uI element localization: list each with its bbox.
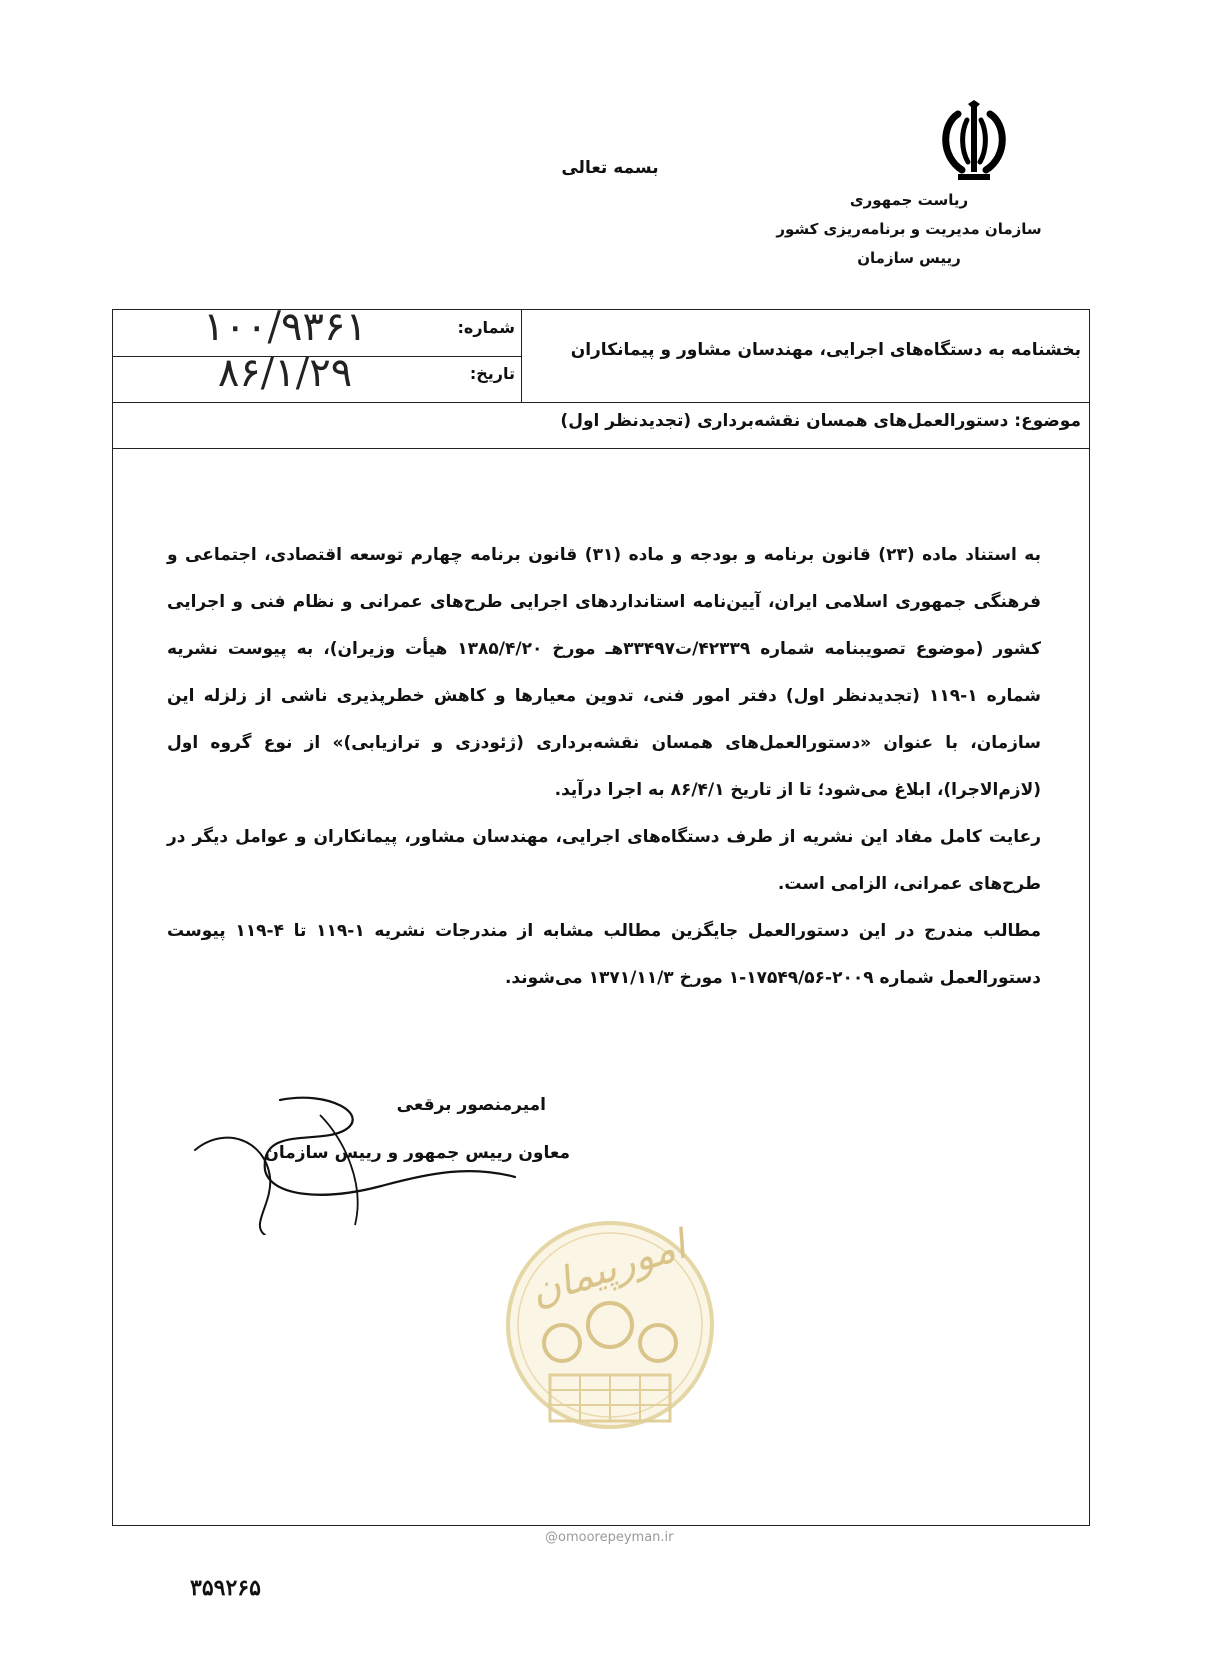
signatory-title: معاون رییس جمهور و رییس سازمان (264, 1143, 570, 1163)
date-value: ۸۶/۱/۲۹ (217, 350, 353, 396)
number-label: شماره: (457, 318, 515, 337)
subject-line: موضوع: دستورالعمل‌های همسان نقشه‌برداری (تجدیدنظر اول) (560, 411, 1081, 431)
basmala-heading: بسمه تعالی (561, 158, 659, 178)
letter-body (167, 532, 1041, 1002)
organization-header (759, 186, 1059, 273)
org-line-presidency: ریاست جمهوری (849, 191, 969, 209)
footer-number: ۳۵۹۲۶۵ (190, 1575, 261, 1601)
header-row (113, 304, 1089, 403)
body-paragraph-1: به استناد ماده (۲۳) قانون برنامه و بودجه و ماده (۳۱) قانون برنامه چهارم توسعه اقتصادی، اجتماعی و فرهنگی جمهوری اسلامی ایران، آیین‌نامه استانداردهای اجرایی طرح‌های عمرانی و نظام فنی و اجرایی کشور (موضوع تصویبنامه شماره ۴۲۳۳۹/ت۳۳۴۹۷هـ مورخ ۱۳۸۵/۴/۲۰ هیأت وزیران)، به پیوست نشریه شماره ۱-۱۱۹ (تجدیدنظر اول) دفتر امور فنی، تدوین معیارها و کاهش خطرپذیری ناشی از زلزله این سازمان، با عنوان «دستورالعمل‌های همسان نقشه‌برداری (ژئودزی و ترازیابی)» از نوع گروه اول (لازم‌الاجرا)، ابلاغ می‌شود؛ تا از تاریخ ۸۶/۴/۱ به اجرا درآید. (167, 545, 1041, 800)
signatory-name: امیرمنصور برقعی (396, 1095, 546, 1115)
seal-text: امورپیمان (524, 1221, 692, 1316)
watermark-website: @omoorepeyman.ir (545, 1530, 674, 1545)
reference-cell (113, 304, 522, 402)
addressee-line: بخشنامه به دستگاه‌های اجرایی، مهندسان مشاور و پیمانکاران (570, 340, 1081, 360)
body-paragraph-3: مطالب مندرج در این دستورالعمل جایگزین مطالب مشابه از مندرجات نشریه ۱-۱۱۹ تا ۴-۱۱۹ پیوست دستورالعمل شماره ۲۰۰۹-۱۷۵۴۹/۵۶-۱ مورخ ۱۳۷۱/۱۱/۳ می‌شوند. (167, 921, 1041, 988)
stamp-seal-icon (500, 1175, 720, 1475)
date-row (113, 350, 521, 402)
iran-emblem-icon (928, 100, 1020, 184)
number-value: ۱۰۰/۹۳۶۱ (203, 304, 367, 350)
body-paragraph-2: رعایت کامل مفاد این نشریه از طرف دستگاه‌های اجرایی، مهندسان مشاور، پیمانکاران و عوامل دیگر در طرح‌های عمرانی، الزامی است. (167, 827, 1041, 894)
org-line-organization: سازمان مدیریت و برنامه‌ریزی کشور (776, 220, 1042, 238)
subject-row (113, 402, 1089, 449)
date-label: تاریخ: (469, 364, 515, 383)
org-line-head: رییس سازمان (857, 249, 961, 267)
